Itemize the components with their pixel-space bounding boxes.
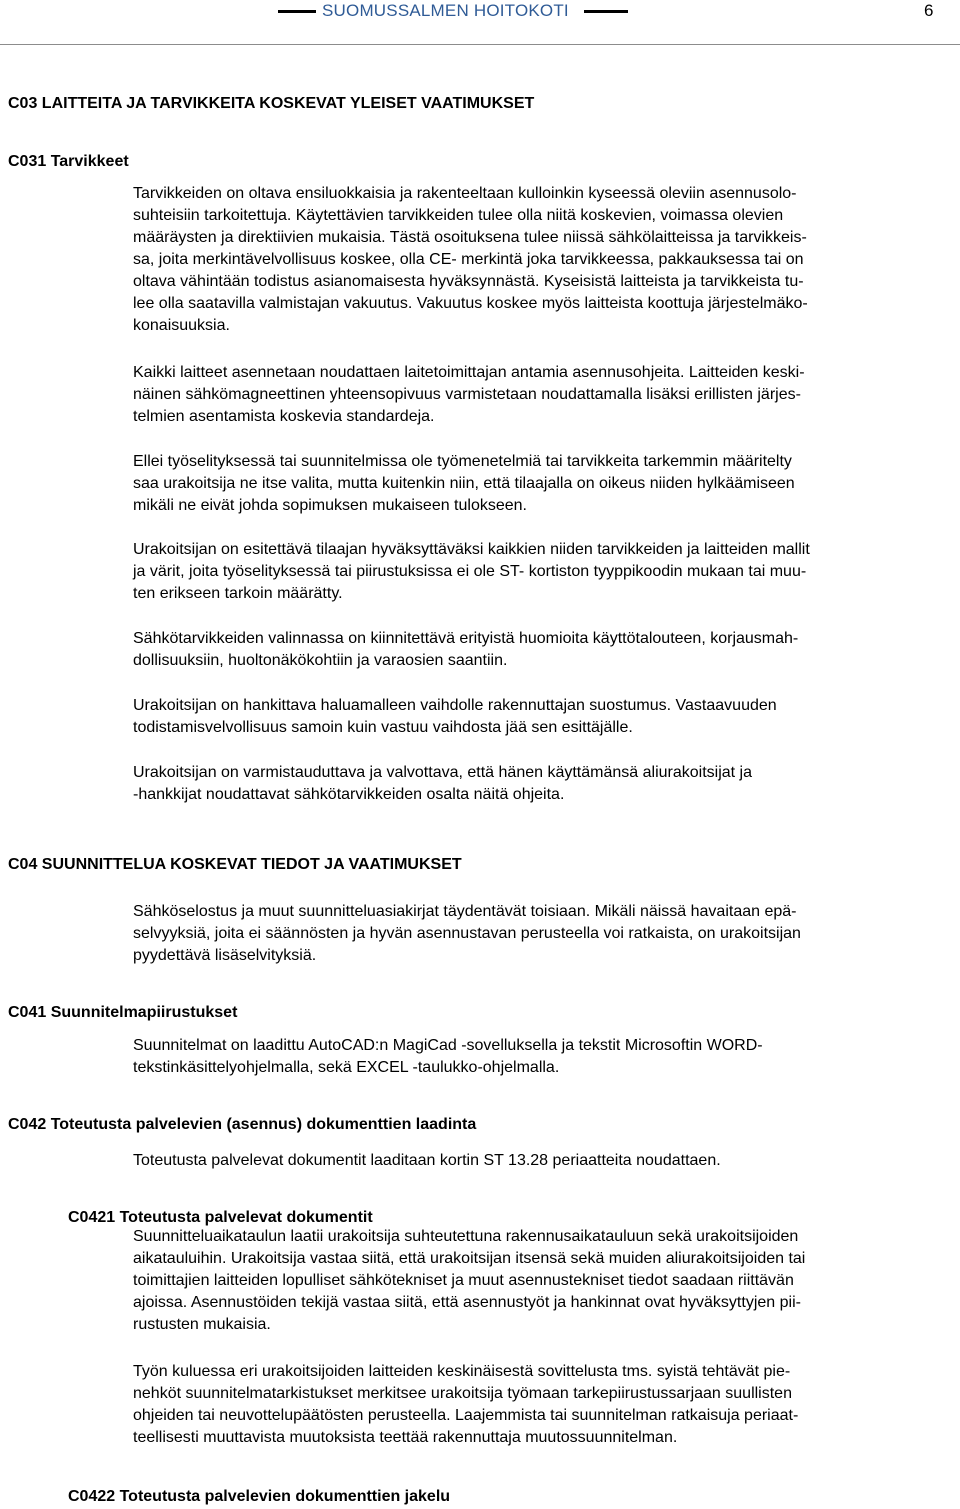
paragraph-c031-7: Urakoitsijan on varmistauduttava ja valvottava, että hänen käyttämänsä aliurakoitsijat ja -hankkijat noudattavat sähkötarvikkeiden osalta näitä ohjeita. bbox=[133, 764, 752, 803]
section-heading-c0421: C0421 Toteutusta palvelevat dokumentit bbox=[68, 1209, 373, 1226]
paragraph-c04-1: Sähköselostus ja muut suunnitteluasiakirjat täydentävät toisiaan. Mikäli näissä havaitaan epä- selvyyksiä, joita ei säännösten ja hyvän asennustavan perusteella voi ratkaista, on urakoitsijan pyydettävä lisäselvityksiä. bbox=[133, 903, 801, 964]
paragraph-c031-3: Ellei työselityksessä tai suunnitelmissa ole työmenetelmiä tai tarvikkeita tarkemmin määritelty saa urakoitsija ne itse valita, mutta kuitenkin niin, että tilaajalla on oikeus niiden hylkäämiseen mikäli ne eivät johda sopimuksen mukaiseen tulokseen. bbox=[133, 453, 795, 514]
paragraph-c031-5: Sähkötarvikkeiden valinnassa on kiinnitettävä erityistä huomioita käyttötalouteen, korjausmah- dollisuuksiin, huoltonäkökohtiin ja varaosien saantiin. bbox=[133, 630, 799, 669]
header-rule-left bbox=[278, 10, 316, 13]
paragraph-c031-6: Urakoitsijan on hankittava haluamalleen vaihdolle rakennuttajan suostumus. Vastaavuuden todistamisvelvollisuus samoin kuin vastuu vaihdosta jää sen esittäjälle. bbox=[133, 697, 777, 736]
header-title: SUOMUSSALMEN HOITOKOTI bbox=[322, 1, 569, 20]
page-header bbox=[0, 0, 960, 45]
header-divider bbox=[0, 44, 960, 45]
section-heading-c031: C031 Tarvikkeet bbox=[8, 153, 129, 170]
paragraph-c042: Toteutusta palvelevat dokumentit laaditaan kortin ST 13.28 periaatteita noudattaen. bbox=[133, 1152, 721, 1169]
paragraph-c031-4: Urakoitsijan on esitettävä tilaajan hyväksyttäväksi kaikkien niiden tarvikkeiden ja laitteiden mallit ja värit, joita työselityksessä tai piirustuksissa ei ole ST- kortiston tyyppikoodin mukaan tai muu- ten erikseen tarkoin määrätty. bbox=[133, 541, 810, 602]
section-heading-c0422: C0422 Toteutusta palvelevien dokumenttien jakelu bbox=[68, 1488, 451, 1505]
section-heading-c041: C041 Suunnitelmapiirustukset bbox=[8, 1004, 238, 1021]
paragraph-c0421-2: Työn kuluessa eri urakoitsijoiden laitteiden keskinäisestä sovittelusta tms. syistä tehtävät pie- nehköt suunnitelmatarkistukset merkitsee urakoitsija työmaan tarkepiirustussarjaan suullisten ohjeiden tai neuvottelupäätösten perusteella. Laajemmista tai suunnitelman ratkaisuja periaat- teellisesti muuttavista muutoksista teettää rakennuttaja muutossuunnitelman. bbox=[133, 1363, 799, 1446]
page-number: 6 bbox=[924, 1, 934, 20]
paragraph-c031-1: Tarvikkeiden on oltava ensiluokkaisia ja rakenteeltaan kulloinkin kyseessä oleviin asennusolo- suhteisiin tarkoitettuja. Käytettävien tarvikkeiden tulee olla niitä koskevien, voimassa olevien määräysten ja direktiivien mukaisia. Tästä osoituksena tulee niissä sähkölaitteissa ja tarvikkeis- sa, joita merkintävelvollisuus koskee, olla CE- merkintä joka tarvikkeessa, pakkauksessa tai on oltava vähintään todistus asianomaisesta hyväksynnästä. Kyseisistä laitteista ja tarvikkeista tu- lee olla saatavilla valmistajan vakuutus. Vakuutus koskee myös laitteista koottuja järjestelmäko- konaisuuksia. bbox=[133, 185, 808, 334]
section-heading-c04: C04 SUUNNITTELUA KOSKEVAT TIEDOT JA VAATIMUKSET bbox=[8, 856, 462, 873]
paragraph-c0421-1: Suunnitteluaikataulun laatii urakoitsija suhteutettuna rakennusaikatauluun sekä urakoitsijoiden aikatauluihin. Urakoitsija vastaa siitä, että urakoitsijan itsensä sekä muiden aliurakoitsijoiden tai toimittajien laitteiden lopulliset sähkötekniset ja muut asennustekniset tiedot saadaan riittävän ajoissa. Asennustöiden tekijä vastaa siitä, että asennustyöt ja hankinnat ovat hyväksyttyjen pii- rustusten mukaisia. bbox=[133, 1228, 806, 1333]
section-heading-c03: C03 LAITTEITA JA TARVIKKEITA KOSKEVAT YLEISET VAATIMUKSET bbox=[8, 95, 535, 112]
paragraph-c041: Suunnitelmat on laadittu AutoCAD:n MagiCad -sovelluksella ja tekstit Microsoftin WORD- tekstinkäsittelyohjelmalla, sekä EXCEL -taulukko-ohjelmalla. bbox=[133, 1037, 763, 1076]
section-heading-c042: C042 Toteutusta palvelevien (asennus) dokumenttien laadinta bbox=[8, 1116, 477, 1133]
paragraph-c031-2: Kaikki laitteet asennetaan noudattaen laitetoimittajan antamia asennusohjeita. Laitteiden keski- näinen sähkömagneettinen yhteensopivuus varmistetaan noudattamalla lisäksi erillisten järjes- telmien asentamista koskevia standardeja. bbox=[133, 364, 805, 425]
header-rule-right bbox=[584, 10, 628, 13]
